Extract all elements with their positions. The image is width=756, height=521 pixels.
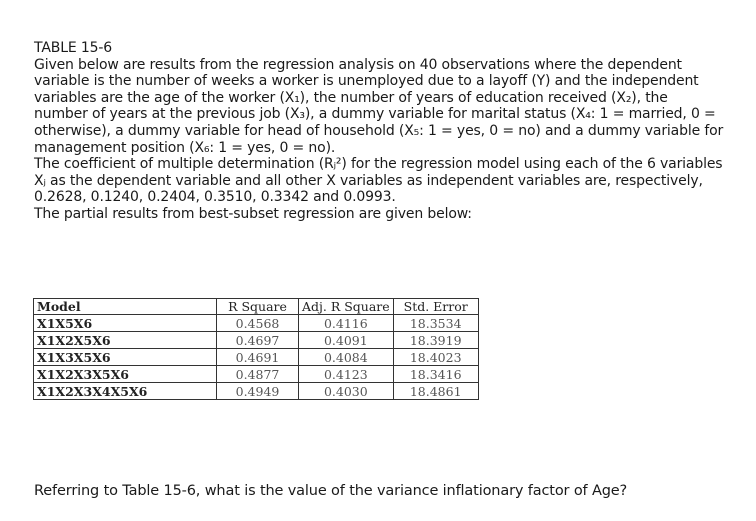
std-error-cell: 18.4023 (393, 349, 478, 366)
question-text: Referring to Table 15-6, what is the value of the variance inflationary factor of Age? (34, 482, 628, 499)
problem-text (34, 40, 724, 223)
adj-r-square-cell: 0.4030 (299, 383, 394, 400)
std-error-cell: 18.3919 (393, 332, 478, 349)
header-model: Model (34, 299, 217, 315)
table-row (34, 366, 479, 383)
model-cell: X1X2X5X6 (34, 332, 217, 349)
adj-r-square-cell: 0.4123 (299, 366, 394, 383)
r-square-cell: 0.4691 (217, 349, 299, 366)
adj-r-square-cell: 0.4091 (299, 332, 394, 349)
header-r-square: R Square (217, 299, 299, 315)
header-std-error: Std. Error (393, 299, 478, 315)
adj-r-square-cell: 0.4084 (299, 349, 394, 366)
model-cell: X1X2X3X4X5X6 (34, 383, 217, 400)
adj-r-square-cell: 0.4116 (299, 315, 394, 332)
model-cell: X1X2X3X5X6 (34, 366, 217, 383)
table-row (34, 315, 479, 332)
r-square-cell: 0.4877 (217, 366, 299, 383)
r-square-cell: 0.4949 (217, 383, 299, 400)
r-square-cell: 0.4697 (217, 332, 299, 349)
header-adj-r-square: Adj. R Square (299, 299, 394, 315)
model-cell: X1X5X6 (34, 315, 217, 332)
std-error-cell: 18.3416 (393, 366, 478, 383)
table-header-row (34, 299, 479, 315)
model-cell: X1X3X5X6 (34, 349, 217, 366)
table-row (34, 349, 479, 366)
table-row (34, 383, 479, 400)
intro-paragraph: Given below are results from the regression analysis on 40 observations where the dependent variable is the number of weeks a worker is unemployed due to a layoff (Y) and the independent variables are the age of the worker (X₁), the number of years of education received (X₂), the number of years at the previous job (X₃), a dummy variable for marital status (X₄: 1 = married, 0 = otherwise), a dummy variable for head of household (X₅: 1 = yes, 0 = no) and a dummy variable for management position (X₆: 1 = yes, 0 = no). (34, 56, 724, 156)
best-subset-table (33, 298, 479, 400)
r-square-cell: 0.4568 (217, 315, 299, 332)
r-squared-paragraph: The coefficient of multiple determination (Rⱼ²) for the regression model using each of the 6 variables Xⱼ as the dependent variable and all other X variables as independent variables are, respectively, 0.2628, 0.1240, 0.2404, 0.3510, 0.3342 and 0.0993. (34, 156, 723, 206)
std-error-cell: 18.3534 (393, 315, 478, 332)
std-error-cell: 18.4861 (393, 383, 478, 400)
table-row (34, 332, 479, 349)
partial-results-line: The partial results from best-subset regression are given below: (34, 205, 472, 222)
table-title: TABLE 15-6 (34, 40, 113, 56)
